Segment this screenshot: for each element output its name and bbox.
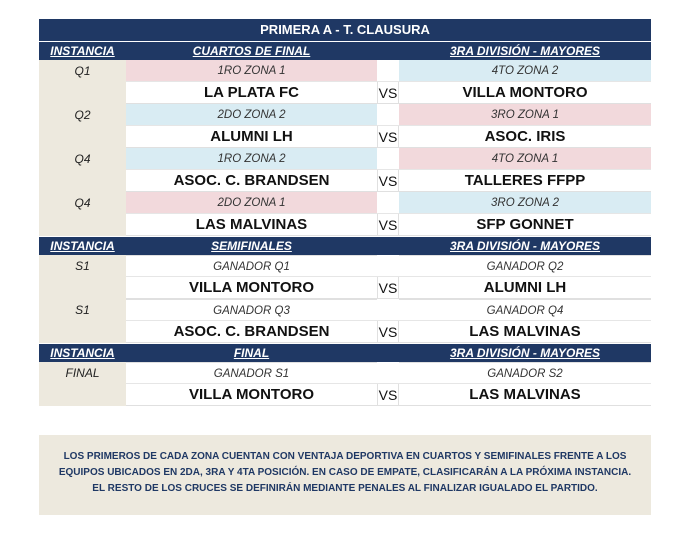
header-instancia: INSTANCIA <box>50 44 115 58</box>
right-team: LAS MALVINAS <box>399 321 651 343</box>
left-team: VILLA MONTORO <box>126 277 377 299</box>
instance-label: Q4 <box>39 148 126 170</box>
left-zone-label: GANADOR Q3 <box>126 299 377 321</box>
right-team: ASOC. IRIS <box>399 126 651 148</box>
match-label-row <box>39 60 651 82</box>
match-label-row <box>39 362 651 384</box>
instance-label: FINAL <box>39 362 126 384</box>
header-division: 3RA DIVISIÓN - MAYORES <box>449 44 601 58</box>
header-division: 3RA DIVISIÓN - MAYORES <box>449 239 601 253</box>
instance-label: Q1 <box>39 60 126 82</box>
instance-label: Q2 <box>39 104 126 126</box>
left-team: ALUMNI LH <box>126 126 377 148</box>
instance-label: Q4 <box>39 192 126 214</box>
right-zone-label: GANADOR S2 <box>399 362 651 384</box>
match-team-row <box>39 384 651 406</box>
left-zone-label: 2DO ZONA 1 <box>126 192 377 214</box>
section-header-quarterfinals <box>39 41 651 60</box>
right-zone-label: GANADOR Q4 <box>399 299 651 321</box>
header-division: 3RA DIVISIÓN - MAYORES <box>449 346 601 360</box>
right-zone-label: 3RO ZONA 1 <box>399 104 651 126</box>
header-instancia: INSTANCIA <box>50 346 115 360</box>
match-label-row <box>39 104 651 126</box>
match-team-row <box>39 214 651 236</box>
left-team: LAS MALVINAS <box>126 214 377 236</box>
vs-label: VS <box>377 214 399 236</box>
left-zone-label: 1RO ZONA 2 <box>126 148 377 170</box>
match-label-row <box>39 255 651 277</box>
left-zone-label: 1RO ZONA 1 <box>126 60 377 82</box>
match-label-row <box>39 192 651 214</box>
left-zone-label: 2DO ZONA 2 <box>126 104 377 126</box>
vs-label: VS <box>377 170 399 192</box>
vs-label: VS <box>377 321 399 343</box>
right-zone-label: 4TO ZONA 2 <box>399 60 651 82</box>
section-header-semifinals <box>39 236 651 255</box>
right-team: ALUMNI LH <box>399 277 651 299</box>
bracket-table <box>39 19 651 406</box>
table-title: PRIMERA A - T. CLAUSURA <box>39 19 651 41</box>
right-team: SFP GONNET <box>399 214 651 236</box>
left-team: ASOC. C. BRANDSEN <box>126 170 377 192</box>
match-label-row <box>39 148 651 170</box>
header-stage: SEMIFINALES <box>211 239 292 253</box>
header-instancia: INSTANCIA <box>50 239 115 253</box>
left-zone-label: GANADOR S1 <box>126 362 377 384</box>
instance-label: S1 <box>39 299 126 321</box>
instance-label: S1 <box>39 255 126 277</box>
header-stage: FINAL <box>233 346 270 360</box>
match-team-row <box>39 277 651 299</box>
left-team: ASOC. C. BRANDSEN <box>126 321 377 343</box>
left-team: LA PLATA FC <box>126 82 377 104</box>
left-team: VILLA MONTORO <box>126 384 377 406</box>
vs-label: VS <box>377 384 399 406</box>
rules-note: LOS PRIMEROS DE CADA ZONA CUENTAN CON VENTAJA DEPORTIVA EN CUARTOS Y SEMIFINALES FRENTE A LOS EQUIPOS UBICADOS EN 2DA, 3RA Y 4TA POSICIÓN. EN CASO DE EMPATE, CLASIFICARÁN A LA PRÓXIMA INSTANCIA. EL RESTO DE LOS CRUCES SE DEFINIRÁN MEDIANTE PENALES AL FINALIZAR IGUALADO EL PARTIDO. <box>39 435 651 515</box>
header-stage: CUARTOS DE FINAL <box>192 44 311 58</box>
vs-label: VS <box>377 126 399 148</box>
right-team: TALLERES FFPP <box>399 170 651 192</box>
match-team-row <box>39 321 651 343</box>
right-team: VILLA MONTORO <box>399 82 651 104</box>
right-team: LAS MALVINAS <box>399 384 651 406</box>
right-zone-label: 3RO ZONA 2 <box>399 192 651 214</box>
vs-label: VS <box>377 277 399 299</box>
match-label-row <box>39 299 651 321</box>
vs-label: VS <box>377 82 399 104</box>
left-zone-label: GANADOR Q1 <box>126 255 377 277</box>
match-team-row <box>39 126 651 148</box>
right-zone-label: 4TO ZONA 1 <box>399 148 651 170</box>
section-header-final <box>39 343 651 362</box>
right-zone-label: GANADOR Q2 <box>399 255 651 277</box>
match-team-row <box>39 170 651 192</box>
match-team-row <box>39 82 651 104</box>
